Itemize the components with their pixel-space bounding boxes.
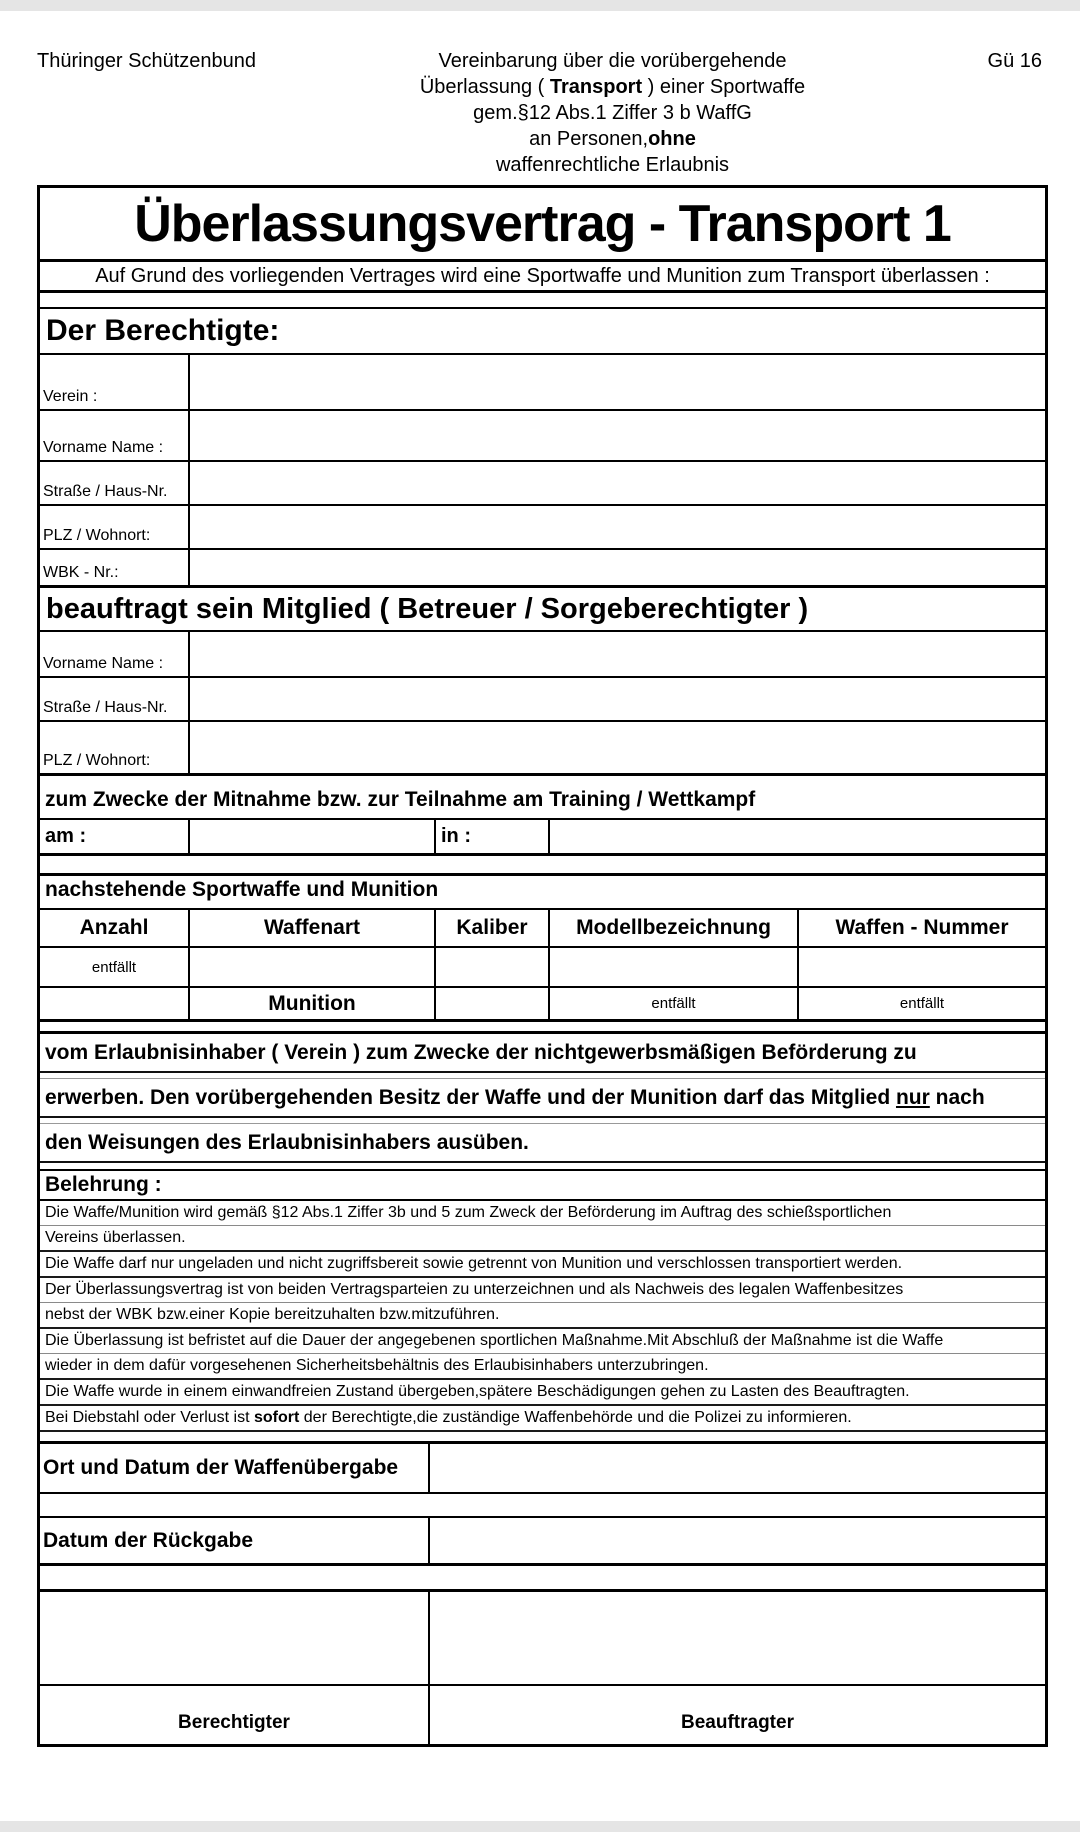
section-heading-mitglied: beauftragt sein Mitglied ( Betreuer / Sorgeberechtigter ) xyxy=(40,588,1045,632)
field-input-verein[interactable] xyxy=(190,355,1045,409)
belehrung-line-last: Bei Diebstahl oder Verlust ist sofort der Berechtigte,die zuständige Waffenbehörde und die Polizei zu informieren. xyxy=(40,1406,1045,1432)
belehrung-line: Vereins überlassen. xyxy=(40,1226,1045,1252)
form-purpose-line-5: waffenrechtliche Erlaubnis xyxy=(495,154,730,176)
field-label-verein: Verein : xyxy=(40,355,190,409)
uebergabe-input[interactable] xyxy=(430,1444,1045,1492)
field-label-plz-wohnort: PLZ / Wohnort: xyxy=(40,506,190,548)
field-input-plz-wohnort[interactable] xyxy=(190,506,1045,548)
belehrung-line: Der Überlassungsvertrag ist von beiden Vertragsparteien zu unterzeichnen und als Nachweis des legalen Waffenbesitzes xyxy=(40,1278,1045,1303)
signature-area-beauftragter[interactable] xyxy=(430,1592,1045,1684)
waffen-table-row-1 xyxy=(40,948,1045,988)
col-header-waffenart: Waffenart xyxy=(190,910,436,946)
col-header-modellbezeichnung: Modellbezeichnung xyxy=(550,910,799,946)
form-purpose-text xyxy=(287,48,938,178)
bold-word: sofort xyxy=(254,1409,300,1426)
cell-anzahl-value: entfällt xyxy=(40,948,190,986)
cell-nummer-entfaellt: entfällt xyxy=(899,995,945,1012)
form-box xyxy=(37,185,1048,1747)
zweck-heading: zum Zwecke der Mitnahme bzw. zur Teilnahme am Training / Wettkampf xyxy=(40,776,1045,820)
spacer-row xyxy=(40,856,1045,876)
underlined-word: nur xyxy=(895,1086,930,1109)
am-input[interactable] xyxy=(190,820,436,853)
form-purpose-line-3: gem.§12 Abs.1 Ziffer 3 b WaffG xyxy=(473,102,752,124)
belehrung-line: Die Überlassung ist befristet auf die Dauer der angegebenen sportlichen Maßnahme.Mit Abschluß der Maßnahme ist die Waffe xyxy=(40,1329,1045,1354)
signature-label-beauftragter: Beauftragter xyxy=(681,1712,794,1733)
top-edge-strip xyxy=(0,0,1080,11)
cell-kaliber-input[interactable] xyxy=(436,948,550,986)
form-purpose-line-4: an Personen,ohne xyxy=(529,128,696,150)
spacer-row xyxy=(40,1494,1045,1518)
field-input-strasse[interactable] xyxy=(190,462,1045,504)
spacer-row xyxy=(40,1163,1045,1171)
cell-kaliber-2[interactable] xyxy=(436,988,550,1019)
spacer-row xyxy=(40,1566,1045,1592)
spacer-row xyxy=(40,1022,1045,1034)
belehrung-line: wieder in dem dafür vorgesehenen Sicherheitsbehältnis des Erlaubisinhabers unterzubringen. xyxy=(40,1354,1045,1380)
field-label-wbk-nr: WBK - Nr.: xyxy=(40,550,190,585)
org-name: Thüringer Schützenbund xyxy=(37,50,257,72)
form-title: Überlassungsvertrag - Transport 1 xyxy=(134,194,951,253)
form-purpose-line-2: Überlassung ( Transport ) einer Sportwaffe xyxy=(419,76,806,98)
am-label: am : xyxy=(40,820,190,853)
waffen-table-row-2 xyxy=(40,988,1045,1022)
document-header xyxy=(37,48,1048,178)
erwerb-paragraph-line-1: vom Erlaubnisinhaber ( Verein ) zum Zwecke der nichtgewerbsmäßigen Beförderung zu xyxy=(40,1034,1045,1073)
field-input-wbk-nr[interactable] xyxy=(190,550,1045,585)
spacer-row xyxy=(40,1432,1045,1444)
section-heading-berechtigter: Der Berechtigte: xyxy=(40,309,1045,355)
cell-modell-input[interactable] xyxy=(550,948,799,986)
form-purpose-line-1: Vereinbarung über die vorübergehende xyxy=(438,50,787,72)
erwerb-paragraph-line-3: den Weisungen des Erlaubnisinhabers ausüben. xyxy=(40,1124,1045,1163)
belehrung-line: Die Waffe darf nur ungeladen und nicht zugriffsbereit sowie getrennt von Munition und verschlossen transportiert werden. xyxy=(40,1252,1045,1278)
col-header-waffen-nummer: Waffen - Nummer xyxy=(835,916,1009,939)
col-header-anzahl: Anzahl xyxy=(40,910,190,946)
cell-nummer-input[interactable] xyxy=(799,948,1045,986)
waffen-table-heading: nachstehende Sportwaffe und Munition xyxy=(40,876,1045,910)
cell-modell-entfaellt: entfällt xyxy=(550,988,799,1019)
rueckgabe-input[interactable] xyxy=(430,1518,1045,1563)
form-subtitle: Auf Grund des vorliegenden Vertrages wird eine Sportwaffe und Munition zum Transport überlassen : xyxy=(40,262,1045,293)
rueckgabe-label: Datum der Rückgabe xyxy=(40,1518,430,1563)
field-label-vorname-name: Vorname Name : xyxy=(40,411,190,460)
belehrung-line: nebst der WBK bzw.einer Kopie bereitzuhalten bzw.mitzuführen. xyxy=(40,1303,1045,1329)
in-input[interactable] xyxy=(550,820,1045,853)
cell-waffenart-input[interactable] xyxy=(190,948,436,986)
belehrung-line: Die Waffe/Munition wird gemäß §12 Abs.1 Ziffer 3b und 5 zum Zweck der Beförderung im Auftrag des schießsportlichen xyxy=(40,1201,1045,1226)
field-input-mitglied-plz[interactable] xyxy=(190,722,1045,773)
cell-munition-label: Munition xyxy=(190,988,436,1019)
belehrung-heading: Belehrung : xyxy=(40,1171,1045,1201)
field-input-mitglied-vorname[interactable] xyxy=(190,632,1045,676)
field-label-mitglied-plz: PLZ / Wohnort: xyxy=(40,722,190,773)
form-code: Gü 16 xyxy=(987,50,1042,72)
signature-label-berechtigter: Berechtigter xyxy=(40,1686,430,1744)
field-label-mitglied-vorname: Vorname Name : xyxy=(40,632,190,676)
field-label-mitglied-strasse: Straße / Haus-Nr. xyxy=(40,678,190,720)
spacer-row xyxy=(40,293,1045,309)
field-input-mitglied-strasse[interactable] xyxy=(190,678,1045,720)
in-label: in : xyxy=(436,820,550,853)
bottom-edge-strip xyxy=(0,1821,1080,1832)
cell-anzahl-2 xyxy=(40,988,190,1019)
uebergabe-label: Ort und Datum der Waffenübergabe xyxy=(40,1444,430,1492)
erwerb-paragraph-line-2: erwerben. Den vorübergehenden Besitz der Waffe und der Munition darf das Mitglied nur nach xyxy=(40,1079,1045,1118)
field-input-vorname-name[interactable] xyxy=(190,411,1045,460)
signature-area-berechtigter[interactable] xyxy=(40,1592,430,1684)
col-header-kaliber: Kaliber xyxy=(436,910,550,946)
belehrung-line: Die Waffe wurde in einem einwandfreien Zustand übergeben,spätere Beschädigungen gehen zu Lasten des Beauftragten. xyxy=(40,1380,1045,1406)
field-label-strasse: Straße / Haus-Nr. xyxy=(40,462,190,504)
